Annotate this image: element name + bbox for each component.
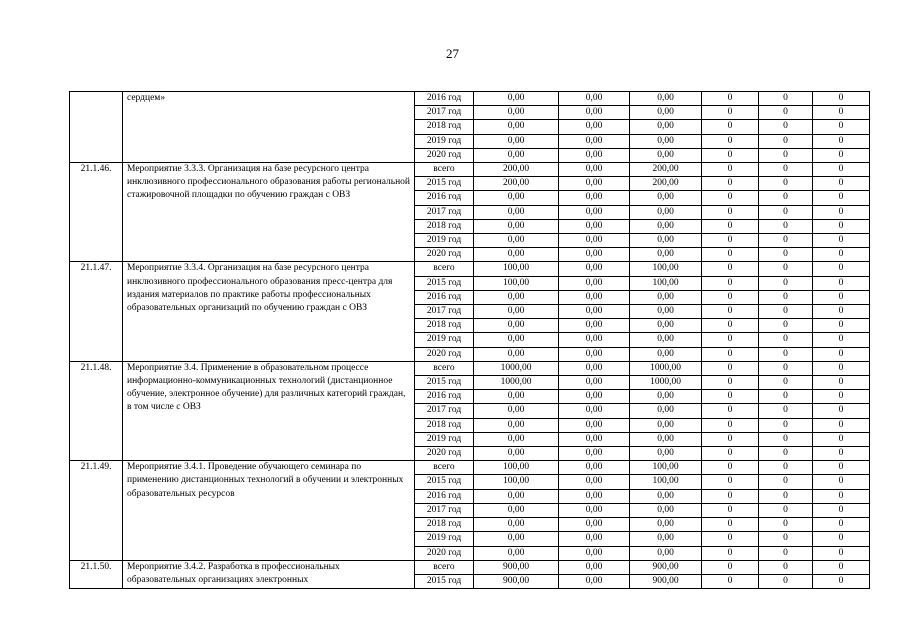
total-cell: 0,00 bbox=[474, 191, 559, 205]
regional-cell: 200,00 bbox=[630, 177, 702, 191]
extra-cell: 0 bbox=[759, 92, 813, 106]
federal-cell: 0,00 bbox=[559, 177, 630, 191]
local-cell: 0 bbox=[702, 532, 759, 546]
other-cell: 0 bbox=[813, 432, 870, 446]
regional-cell: 0,00 bbox=[630, 305, 702, 319]
page-number: 27 bbox=[446, 46, 459, 61]
local-cell: 0 bbox=[702, 234, 759, 248]
period-cell: 2015 год bbox=[415, 177, 474, 191]
other-cell: 0 bbox=[813, 574, 870, 588]
federal-cell: 0,00 bbox=[559, 333, 630, 347]
period-cell: 2016 год bbox=[415, 290, 474, 304]
total-cell: 0,00 bbox=[474, 447, 559, 461]
local-cell: 0 bbox=[702, 376, 759, 390]
regional-cell: 0,00 bbox=[630, 219, 702, 233]
extra-cell: 0 bbox=[759, 219, 813, 233]
regional-cell: 0,00 bbox=[630, 148, 702, 162]
period-cell: 2015 год bbox=[415, 376, 474, 390]
other-cell: 0 bbox=[813, 163, 870, 177]
local-cell: 0 bbox=[702, 361, 759, 375]
table-row bbox=[70, 560, 870, 574]
total-cell: 100,00 bbox=[474, 461, 559, 475]
local-cell: 0 bbox=[702, 347, 759, 361]
other-cell: 0 bbox=[813, 546, 870, 560]
local-cell: 0 bbox=[702, 518, 759, 532]
local-cell: 0 bbox=[702, 148, 759, 162]
total-cell: 100,00 bbox=[474, 276, 559, 290]
extra-cell: 0 bbox=[759, 418, 813, 432]
extra-cell: 0 bbox=[759, 376, 813, 390]
extra-cell: 0 bbox=[759, 134, 813, 148]
other-cell: 0 bbox=[813, 503, 870, 517]
local-cell: 0 bbox=[702, 418, 759, 432]
extra-cell: 0 bbox=[759, 248, 813, 262]
regional-cell: 0,00 bbox=[630, 248, 702, 262]
regional-cell: 0,00 bbox=[630, 447, 702, 461]
item-description: Мероприятие 3.4.1. Проведение обучающего семинара по применению дистанционных технологий в обучении и электронных образовательных ресурсов bbox=[123, 461, 415, 560]
period-cell: 2015 год bbox=[415, 475, 474, 489]
table-row bbox=[70, 361, 870, 375]
period-cell: 2018 год bbox=[415, 120, 474, 134]
total-cell: 0,00 bbox=[474, 404, 559, 418]
period-cell: 2017 год bbox=[415, 503, 474, 517]
local-cell: 0 bbox=[702, 319, 759, 333]
period-cell: 2018 год bbox=[415, 219, 474, 233]
local-cell: 0 bbox=[702, 546, 759, 560]
regional-cell: 100,00 bbox=[630, 461, 702, 475]
other-cell: 0 bbox=[813, 262, 870, 276]
regional-cell: 0,00 bbox=[630, 234, 702, 248]
local-cell: 0 bbox=[702, 475, 759, 489]
other-cell: 0 bbox=[813, 532, 870, 546]
extra-cell: 0 bbox=[759, 148, 813, 162]
period-cell: 2018 год bbox=[415, 518, 474, 532]
table-row bbox=[70, 461, 870, 475]
regional-cell: 0,00 bbox=[630, 106, 702, 120]
other-cell: 0 bbox=[813, 461, 870, 475]
total-cell: 0,00 bbox=[474, 503, 559, 517]
regional-cell: 0,00 bbox=[630, 191, 702, 205]
federal-cell: 0,00 bbox=[559, 163, 630, 177]
total-cell: 0,00 bbox=[474, 290, 559, 304]
extra-cell: 0 bbox=[759, 319, 813, 333]
local-cell: 0 bbox=[702, 177, 759, 191]
regional-cell: 100,00 bbox=[630, 475, 702, 489]
other-cell: 0 bbox=[813, 120, 870, 134]
local-cell: 0 bbox=[702, 276, 759, 290]
regional-cell: 0,00 bbox=[630, 390, 702, 404]
period-cell: 2015 год bbox=[415, 574, 474, 588]
regional-cell: 0,00 bbox=[630, 546, 702, 560]
period-cell: 2017 год bbox=[415, 305, 474, 319]
total-cell: 100,00 bbox=[474, 475, 559, 489]
period-cell: 2019 год bbox=[415, 532, 474, 546]
period-cell: 2019 год bbox=[415, 432, 474, 446]
local-cell: 0 bbox=[702, 305, 759, 319]
federal-cell: 0,00 bbox=[559, 461, 630, 475]
total-cell: 0,00 bbox=[474, 305, 559, 319]
total-cell: 0,00 bbox=[474, 219, 559, 233]
regional-cell: 100,00 bbox=[630, 262, 702, 276]
federal-cell: 0,00 bbox=[559, 361, 630, 375]
other-cell: 0 bbox=[813, 489, 870, 503]
federal-cell: 0,00 bbox=[559, 234, 630, 248]
extra-cell: 0 bbox=[759, 574, 813, 588]
other-cell: 0 bbox=[813, 177, 870, 191]
period-cell: 2019 год bbox=[415, 234, 474, 248]
total-cell: 100,00 bbox=[474, 262, 559, 276]
period-cell: 2020 год bbox=[415, 447, 474, 461]
regional-cell: 0,00 bbox=[630, 532, 702, 546]
total-cell: 0,00 bbox=[474, 489, 559, 503]
federal-cell: 0,00 bbox=[559, 262, 630, 276]
local-cell: 0 bbox=[702, 404, 759, 418]
extra-cell: 0 bbox=[759, 432, 813, 446]
period-cell: 2016 год bbox=[415, 92, 474, 106]
extra-cell: 0 bbox=[759, 475, 813, 489]
extra-cell: 0 bbox=[759, 560, 813, 574]
total-cell: 900,00 bbox=[474, 560, 559, 574]
item-number: 21.1.46. bbox=[70, 163, 123, 262]
other-cell: 0 bbox=[813, 418, 870, 432]
local-cell: 0 bbox=[702, 432, 759, 446]
period-cell: 2015 год bbox=[415, 276, 474, 290]
other-cell: 0 bbox=[813, 404, 870, 418]
table-row bbox=[70, 92, 870, 106]
extra-cell: 0 bbox=[759, 191, 813, 205]
period-cell: 2020 год bbox=[415, 248, 474, 262]
federal-cell: 0,00 bbox=[559, 432, 630, 446]
total-cell: 0,00 bbox=[474, 148, 559, 162]
extra-cell: 0 bbox=[759, 390, 813, 404]
federal-cell: 0,00 bbox=[559, 404, 630, 418]
federal-cell: 0,00 bbox=[559, 503, 630, 517]
regional-cell: 0,00 bbox=[630, 205, 702, 219]
federal-cell: 0,00 bbox=[559, 120, 630, 134]
regional-cell: 0,00 bbox=[630, 432, 702, 446]
total-cell: 0,00 bbox=[474, 347, 559, 361]
item-description: сердцем» bbox=[123, 92, 415, 163]
period-cell: всего bbox=[415, 262, 474, 276]
regional-cell: 200,00 bbox=[630, 163, 702, 177]
period-cell: всего bbox=[415, 461, 474, 475]
local-cell: 0 bbox=[702, 390, 759, 404]
other-cell: 0 bbox=[813, 276, 870, 290]
local-cell: 0 bbox=[702, 106, 759, 120]
local-cell: 0 bbox=[702, 120, 759, 134]
total-cell: 0,00 bbox=[474, 92, 559, 106]
total-cell: 200,00 bbox=[474, 177, 559, 191]
item-description: Мероприятие 3.4. Применение в образовательном процессе информационно-коммуникационных технологий (дистанционное обучение, электронное обучение) для различных категорий граждан, в том числе с ОВЗ bbox=[123, 361, 415, 460]
federal-cell: 0,00 bbox=[559, 290, 630, 304]
item-description: Мероприятие 3.4.2. Разработка в профессиональных образовательных организациях электронных bbox=[123, 560, 415, 588]
period-cell: всего bbox=[415, 361, 474, 375]
local-cell: 0 bbox=[702, 163, 759, 177]
other-cell: 0 bbox=[813, 248, 870, 262]
item-description: Мероприятие 3.3.3. Организация на базе ресурсного центра инклюзивного профессионального образования работы региональной стажировочной площадки по обучению граждан с ОВЗ bbox=[123, 163, 415, 262]
federal-cell: 0,00 bbox=[559, 560, 630, 574]
federal-cell: 0,00 bbox=[559, 276, 630, 290]
extra-cell: 0 bbox=[759, 489, 813, 503]
local-cell: 0 bbox=[702, 447, 759, 461]
period-cell: 2019 год bbox=[415, 333, 474, 347]
other-cell: 0 bbox=[813, 447, 870, 461]
total-cell: 900,00 bbox=[474, 574, 559, 588]
extra-cell: 0 bbox=[759, 361, 813, 375]
local-cell: 0 bbox=[702, 290, 759, 304]
extra-cell: 0 bbox=[759, 177, 813, 191]
regional-cell: 900,00 bbox=[630, 560, 702, 574]
federal-cell: 0,00 bbox=[559, 532, 630, 546]
extra-cell: 0 bbox=[759, 305, 813, 319]
other-cell: 0 bbox=[813, 361, 870, 375]
federal-cell: 0,00 bbox=[559, 92, 630, 106]
regional-cell: 1000,00 bbox=[630, 361, 702, 375]
federal-cell: 0,00 bbox=[559, 489, 630, 503]
other-cell: 0 bbox=[813, 518, 870, 532]
federal-cell: 0,00 bbox=[559, 475, 630, 489]
period-cell: всего bbox=[415, 560, 474, 574]
regional-cell: 0,00 bbox=[630, 290, 702, 304]
total-cell: 1000,00 bbox=[474, 376, 559, 390]
period-cell: 2020 год bbox=[415, 347, 474, 361]
local-cell: 0 bbox=[702, 574, 759, 588]
other-cell: 0 bbox=[813, 134, 870, 148]
local-cell: 0 bbox=[702, 134, 759, 148]
local-cell: 0 bbox=[702, 560, 759, 574]
regional-cell: 0,00 bbox=[630, 418, 702, 432]
total-cell: 0,00 bbox=[474, 120, 559, 134]
other-cell: 0 bbox=[813, 347, 870, 361]
federal-cell: 0,00 bbox=[559, 205, 630, 219]
extra-cell: 0 bbox=[759, 234, 813, 248]
regional-cell: 0,00 bbox=[630, 347, 702, 361]
period-cell: 2017 год bbox=[415, 106, 474, 120]
extra-cell: 0 bbox=[759, 404, 813, 418]
period-cell: 2017 год bbox=[415, 205, 474, 219]
local-cell: 0 bbox=[702, 248, 759, 262]
regional-cell: 0,00 bbox=[630, 518, 702, 532]
total-cell: 0,00 bbox=[474, 333, 559, 347]
other-cell: 0 bbox=[813, 560, 870, 574]
local-cell: 0 bbox=[702, 489, 759, 503]
other-cell: 0 bbox=[813, 390, 870, 404]
period-cell: всего bbox=[415, 163, 474, 177]
extra-cell: 0 bbox=[759, 546, 813, 560]
regional-cell: 0,00 bbox=[630, 120, 702, 134]
period-cell: 2016 год bbox=[415, 489, 474, 503]
regional-cell: 0,00 bbox=[630, 134, 702, 148]
total-cell: 0,00 bbox=[474, 432, 559, 446]
federal-cell: 0,00 bbox=[559, 191, 630, 205]
extra-cell: 0 bbox=[759, 532, 813, 546]
federal-cell: 0,00 bbox=[559, 574, 630, 588]
federal-cell: 0,00 bbox=[559, 305, 630, 319]
extra-cell: 0 bbox=[759, 262, 813, 276]
other-cell: 0 bbox=[813, 305, 870, 319]
regional-cell: 0,00 bbox=[630, 404, 702, 418]
other-cell: 0 bbox=[813, 148, 870, 162]
table-row bbox=[70, 163, 870, 177]
other-cell: 0 bbox=[813, 106, 870, 120]
regional-cell: 1000,00 bbox=[630, 376, 702, 390]
total-cell: 0,00 bbox=[474, 234, 559, 248]
federal-cell: 0,00 bbox=[559, 148, 630, 162]
local-cell: 0 bbox=[702, 92, 759, 106]
total-cell: 0,00 bbox=[474, 418, 559, 432]
extra-cell: 0 bbox=[759, 461, 813, 475]
local-cell: 0 bbox=[702, 191, 759, 205]
local-cell: 0 bbox=[702, 262, 759, 276]
extra-cell: 0 bbox=[759, 163, 813, 177]
extra-cell: 0 bbox=[759, 333, 813, 347]
item-number: 21.1.48. bbox=[70, 361, 123, 460]
period-cell: 2016 год bbox=[415, 191, 474, 205]
regional-cell: 0,00 bbox=[630, 503, 702, 517]
regional-cell: 0,00 bbox=[630, 92, 702, 106]
period-cell: 2020 год bbox=[415, 546, 474, 560]
table-body bbox=[70, 92, 870, 589]
extra-cell: 0 bbox=[759, 205, 813, 219]
other-cell: 0 bbox=[813, 205, 870, 219]
other-cell: 0 bbox=[813, 290, 870, 304]
federal-cell: 0,00 bbox=[559, 248, 630, 262]
regional-cell: 0,00 bbox=[630, 319, 702, 333]
local-cell: 0 bbox=[702, 333, 759, 347]
total-cell: 0,00 bbox=[474, 248, 559, 262]
federal-cell: 0,00 bbox=[559, 134, 630, 148]
federal-cell: 0,00 bbox=[559, 376, 630, 390]
local-cell: 0 bbox=[702, 219, 759, 233]
federal-cell: 0,00 bbox=[559, 447, 630, 461]
extra-cell: 0 bbox=[759, 276, 813, 290]
total-cell: 1000,00 bbox=[474, 361, 559, 375]
item-description: Мероприятие 3.3.4. Организация на базе ресурсного центра инклюзивного профессионального образования пресс-центра для издания материалов по практике работы профессиональных образовательных организаций по обучению граждан с ОВЗ bbox=[123, 262, 415, 361]
regional-cell: 100,00 bbox=[630, 276, 702, 290]
local-cell: 0 bbox=[702, 503, 759, 517]
period-cell: 2018 год bbox=[415, 418, 474, 432]
extra-cell: 0 bbox=[759, 518, 813, 532]
other-cell: 0 bbox=[813, 234, 870, 248]
federal-cell: 0,00 bbox=[559, 518, 630, 532]
regional-cell: 0,00 bbox=[630, 489, 702, 503]
total-cell: 0,00 bbox=[474, 546, 559, 560]
federal-cell: 0,00 bbox=[559, 418, 630, 432]
regional-cell: 0,00 bbox=[630, 333, 702, 347]
item-number: 21.1.50. bbox=[70, 560, 123, 588]
total-cell: 0,00 bbox=[474, 390, 559, 404]
period-cell: 2019 год bbox=[415, 134, 474, 148]
period-cell: 2020 год bbox=[415, 148, 474, 162]
period-cell: 2016 год bbox=[415, 390, 474, 404]
other-cell: 0 bbox=[813, 219, 870, 233]
extra-cell: 0 bbox=[759, 120, 813, 134]
total-cell: 0,00 bbox=[474, 532, 559, 546]
extra-cell: 0 bbox=[759, 106, 813, 120]
extra-cell: 0 bbox=[759, 503, 813, 517]
total-cell: 0,00 bbox=[474, 106, 559, 120]
item-number: 21.1.49. bbox=[70, 461, 123, 560]
federal-cell: 0,00 bbox=[559, 219, 630, 233]
other-cell: 0 bbox=[813, 319, 870, 333]
other-cell: 0 bbox=[813, 333, 870, 347]
item-number: 21.1.47. bbox=[70, 262, 123, 361]
extra-cell: 0 bbox=[759, 447, 813, 461]
period-cell: 2017 год bbox=[415, 404, 474, 418]
federal-cell: 0,00 bbox=[559, 390, 630, 404]
federal-cell: 0,00 bbox=[559, 347, 630, 361]
other-cell: 0 bbox=[813, 92, 870, 106]
total-cell: 0,00 bbox=[474, 518, 559, 532]
period-cell: 2018 год bbox=[415, 319, 474, 333]
regional-cell: 900,00 bbox=[630, 574, 702, 588]
federal-cell: 0,00 bbox=[559, 106, 630, 120]
total-cell: 0,00 bbox=[474, 319, 559, 333]
extra-cell: 0 bbox=[759, 347, 813, 361]
other-cell: 0 bbox=[813, 191, 870, 205]
total-cell: 0,00 bbox=[474, 205, 559, 219]
extra-cell: 0 bbox=[759, 290, 813, 304]
other-cell: 0 bbox=[813, 376, 870, 390]
local-cell: 0 bbox=[702, 461, 759, 475]
federal-cell: 0,00 bbox=[559, 546, 630, 560]
total-cell: 0,00 bbox=[474, 134, 559, 148]
total-cell: 200,00 bbox=[474, 163, 559, 177]
federal-cell: 0,00 bbox=[559, 319, 630, 333]
item-number bbox=[70, 92, 123, 163]
local-cell: 0 bbox=[702, 205, 759, 219]
table-row bbox=[70, 262, 870, 276]
other-cell: 0 bbox=[813, 475, 870, 489]
budget-table bbox=[69, 91, 870, 589]
